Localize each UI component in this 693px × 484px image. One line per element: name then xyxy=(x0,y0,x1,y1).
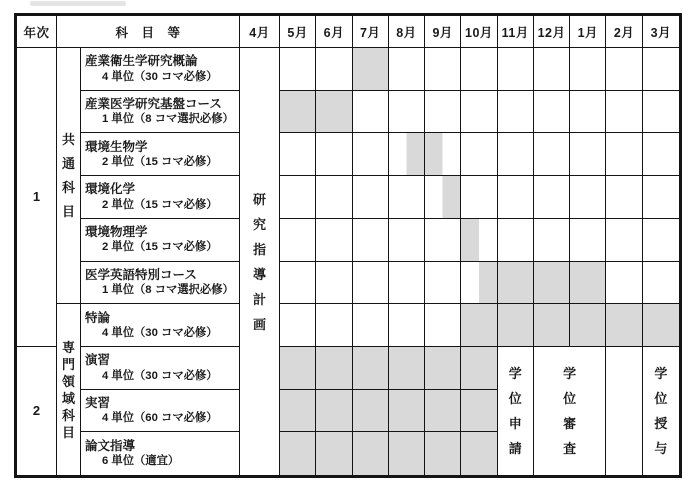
month-cell xyxy=(461,133,497,176)
vertical-label-char: 指 xyxy=(252,241,266,257)
month-header: 10月 xyxy=(461,16,497,48)
month-cell xyxy=(353,133,389,176)
month-cell xyxy=(570,262,606,305)
subject-name: 産業医学研究基盤コース xyxy=(85,97,222,112)
subject-cell xyxy=(81,304,240,347)
vertical-label-char: 位 xyxy=(508,390,522,406)
month-cell xyxy=(280,262,316,305)
month-cell xyxy=(570,219,606,262)
month-cell xyxy=(280,304,316,347)
month-cell xyxy=(570,133,606,176)
scan-artifact xyxy=(30,1,126,6)
month-cell xyxy=(643,219,679,262)
month-cell xyxy=(534,133,570,176)
year-header: 年次 xyxy=(17,16,57,48)
subject-credit: 1 単位（8 コマ選択必修） xyxy=(102,284,234,297)
vertical-label-char: 導 xyxy=(252,266,266,282)
month-cell xyxy=(461,432,497,475)
month-cell xyxy=(316,390,352,433)
subject-name: 実習 xyxy=(85,395,111,410)
month-cell xyxy=(606,304,642,347)
vertical-label-char: 申 xyxy=(508,415,522,431)
month-cell xyxy=(425,262,461,305)
month-cell xyxy=(280,432,316,475)
month-header: 11月 xyxy=(498,16,534,48)
month-cell xyxy=(643,304,679,347)
month-cell xyxy=(643,176,679,219)
empty-phase-cell xyxy=(606,347,642,475)
month-cell xyxy=(461,304,497,347)
month-cell xyxy=(425,347,461,390)
subject-cell xyxy=(81,176,240,219)
vertical-label-char: 与 xyxy=(654,440,668,456)
month-cell xyxy=(389,304,425,347)
month-cell xyxy=(606,133,642,176)
month-cell xyxy=(498,219,534,262)
month-cell xyxy=(316,91,352,134)
subject-cell xyxy=(81,219,240,262)
vertical-label-char: 審 xyxy=(563,415,577,431)
schedule-table xyxy=(14,13,682,478)
month-header: 3月 xyxy=(643,16,679,48)
vertical-label-char: 共 xyxy=(61,132,75,148)
month-cell xyxy=(389,390,425,433)
year-cell: 1 xyxy=(17,48,57,347)
month-cell xyxy=(353,219,389,262)
month-cell xyxy=(353,304,389,347)
subject-cell xyxy=(81,133,240,176)
subject-name: 環境物理学 xyxy=(85,225,148,240)
month-header: 12月 xyxy=(534,16,570,48)
month-cell xyxy=(570,176,606,219)
month-cell xyxy=(534,304,570,347)
subject-credit: 2 単位（15 コマ必修） xyxy=(102,198,218,211)
month-cell xyxy=(461,91,497,134)
month-cell xyxy=(389,133,425,176)
month-cell xyxy=(570,91,606,134)
month-cell xyxy=(606,48,642,91)
vertical-label-char: 領 xyxy=(61,373,75,389)
subject-cell xyxy=(81,347,240,390)
month-cell xyxy=(643,262,679,305)
month-cell xyxy=(606,262,642,305)
month-cell xyxy=(643,133,679,176)
month-cell xyxy=(316,176,352,219)
vertical-label-char: 学 xyxy=(563,365,577,381)
month-cell xyxy=(425,91,461,134)
month-cell xyxy=(606,91,642,134)
vertical-label-char: 画 xyxy=(252,316,266,332)
month-cell xyxy=(353,91,389,134)
vertical-label-char: 査 xyxy=(563,440,577,456)
subject-name: 産業衛生学研究概論 xyxy=(85,54,198,69)
subject-name: 特論 xyxy=(85,310,111,325)
month-cell xyxy=(534,91,570,134)
month-cell xyxy=(461,347,497,390)
vertical-label-char: 科 xyxy=(61,180,75,196)
month-header: 6月 xyxy=(316,16,352,48)
subject-name: 演習 xyxy=(85,353,111,368)
month-cell xyxy=(389,432,425,475)
month-cell xyxy=(316,304,352,347)
month-cell xyxy=(425,48,461,91)
month-header: 1月 xyxy=(570,16,606,48)
month-cell xyxy=(606,219,642,262)
month-cell xyxy=(534,262,570,305)
month-cell xyxy=(389,176,425,219)
month-cell xyxy=(534,176,570,219)
month-cell xyxy=(498,262,534,305)
vertical-label-char: 研 xyxy=(252,191,266,207)
month-cell xyxy=(280,133,316,176)
month-cell xyxy=(316,432,352,475)
subject-cell xyxy=(81,48,240,91)
month-cell xyxy=(280,48,316,91)
vertical-label-char: 位 xyxy=(563,390,577,406)
month-cell xyxy=(425,390,461,433)
vertical-label-char: 位 xyxy=(654,390,668,406)
month-cell xyxy=(461,219,497,262)
month-cell xyxy=(570,48,606,91)
month-cell xyxy=(389,91,425,134)
month-cell xyxy=(316,133,352,176)
research-guidance-plan-cell xyxy=(240,48,280,475)
month-cell xyxy=(316,48,352,91)
month-cell xyxy=(280,91,316,134)
month-cell xyxy=(353,176,389,219)
subject-credit: 4 単位（30 コマ必修） xyxy=(102,369,218,382)
month-cell xyxy=(425,304,461,347)
vertical-label-char: 請 xyxy=(508,440,522,456)
subject-credit: 1 単位（8 コマ選択必修） xyxy=(102,113,234,126)
subject-cell xyxy=(81,432,240,475)
vertical-label-char: 究 xyxy=(252,216,266,232)
month-cell xyxy=(280,219,316,262)
month-cell xyxy=(461,176,497,219)
month-cell xyxy=(389,219,425,262)
category-cell-common xyxy=(57,48,81,304)
degree-phase-cell xyxy=(643,347,679,475)
month-cell xyxy=(498,176,534,219)
subject-header: 科 目 等 xyxy=(57,16,240,48)
subject-credit: 2 単位（15 コマ必修） xyxy=(102,156,218,169)
subject-credit: 6 単位（適宜） xyxy=(102,455,180,468)
subject-cell xyxy=(81,91,240,134)
month-cell xyxy=(389,262,425,305)
month-header: 7月 xyxy=(353,16,389,48)
month-cell xyxy=(425,219,461,262)
month-cell xyxy=(643,91,679,134)
month-cell xyxy=(498,304,534,347)
month-cell xyxy=(425,176,461,219)
subject-name: 環境生物学 xyxy=(85,139,148,154)
vertical-label-char: 計 xyxy=(252,291,266,307)
vertical-label-char: 通 xyxy=(61,156,75,172)
vertical-label-char: 学 xyxy=(654,365,668,381)
month-header: 5月 xyxy=(280,16,316,48)
month-header: 8月 xyxy=(389,16,425,48)
month-cell xyxy=(353,390,389,433)
month-cell xyxy=(280,347,316,390)
vertical-label-char: 科 xyxy=(61,407,75,423)
month-cell xyxy=(461,262,497,305)
month-header: 4月 xyxy=(240,16,280,48)
vertical-label-char: 域 xyxy=(61,390,75,406)
month-cell xyxy=(280,176,316,219)
month-cell xyxy=(461,390,497,433)
subject-credit: 4 単位（60 コマ必修） xyxy=(102,412,218,425)
month-cell xyxy=(425,133,461,176)
subject-credit: 2 単位（15 コマ必修） xyxy=(102,241,218,254)
subject-credit: 4 単位（30 コマ必修） xyxy=(102,326,218,339)
month-cell xyxy=(534,48,570,91)
vertical-label-char: 目 xyxy=(61,204,75,220)
month-cell xyxy=(280,390,316,433)
month-cell xyxy=(606,176,642,219)
month-cell xyxy=(461,48,497,91)
month-cell xyxy=(498,91,534,134)
month-cell xyxy=(389,48,425,91)
month-cell xyxy=(316,347,352,390)
category-cell-specialized xyxy=(57,304,81,475)
month-cell xyxy=(498,48,534,91)
degree-phase-cell xyxy=(498,347,534,475)
subject-name: 医学英語特別コース xyxy=(85,267,197,282)
month-cell xyxy=(353,347,389,390)
subject-name: 環境化学 xyxy=(85,182,136,197)
subject-cell xyxy=(81,262,240,305)
month-cell xyxy=(570,304,606,347)
month-cell xyxy=(389,347,425,390)
vertical-label-char: 専 xyxy=(61,339,75,355)
month-cell xyxy=(425,432,461,475)
month-cell xyxy=(534,219,570,262)
month-cell xyxy=(353,262,389,305)
vertical-label-char: 授 xyxy=(654,415,668,431)
vertical-label-char: 目 xyxy=(61,424,75,440)
month-header: 9月 xyxy=(425,16,461,48)
degree-phase-cell xyxy=(534,347,607,475)
subject-name: 論文指導 xyxy=(85,439,136,454)
month-cell xyxy=(316,262,352,305)
vertical-label-char: 学 xyxy=(508,365,522,381)
month-cell xyxy=(498,133,534,176)
subject-credit: 4 単位（30 コマ必修） xyxy=(102,70,218,83)
month-header: 2月 xyxy=(606,16,642,48)
vertical-label-char: 門 xyxy=(61,356,75,372)
month-cell xyxy=(643,48,679,91)
year-cell: 2 xyxy=(17,347,57,475)
month-cell xyxy=(353,432,389,475)
month-cell xyxy=(316,219,352,262)
subject-cell xyxy=(81,390,240,433)
month-cell xyxy=(353,48,389,91)
